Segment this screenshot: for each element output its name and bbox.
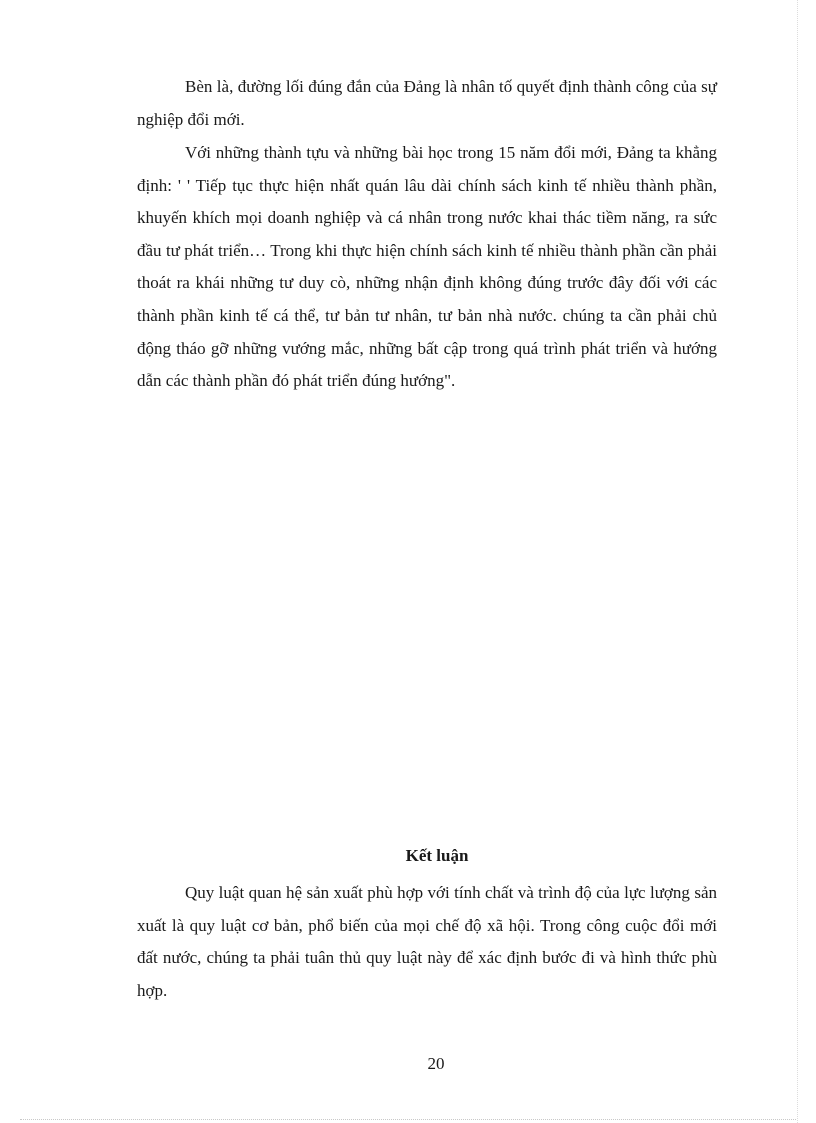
page-side-border xyxy=(797,0,798,1123)
page-number: 20 xyxy=(427,1054,445,1073)
body-paragraph: Với những thành tựu và những bài học trong 15 năm đổi mới, Đảng ta khẳng định: ' ' Tiếp tục thực hiện nhất quán lâu dài chính sách kinh tế nhiều thành phần, khuyến khích mọi doanh nghiệp và cá nhân trong nước khai thác tiềm năng, ra sức đầu tư phát triển… Trong khi thực hiện chính sách kinh tế nhiều thành phần cần phải thoát ra khái những tư duy cò, những nhận định không đúng trước đây đối với các thành phần kinh tế cá thể, tư bản tư nhân, tư bản nhà nước. chúng ta cần phải chủ động tháo gỡ những vướng mắc, những bất cập trong quá trình phát triển và hướng dẫn các thành phần đó phát triển đúng hướng". xyxy=(137,143,717,391)
conclusion-paragraph: Quy luật quan hệ sản xuất phù hợp với tính chất và trình độ của lực lượng sản xuất là quy luật cơ bản, phổ biến của mọi chế độ xã hội. Trong công cuộc đổi mới đất nước, chúng ta phải tuân thủ quy luật này để xác định bước đi và hình thức phù hợp. xyxy=(137,883,717,1000)
body-paragraph: Bèn là, đường lối đúng đắn của Đảng là nhân tố quyết định thành công của sự nghiệp đổi mới. xyxy=(137,77,717,129)
page-bottom-border xyxy=(20,1119,796,1120)
conclusion-heading: Kết luận xyxy=(405,846,469,865)
